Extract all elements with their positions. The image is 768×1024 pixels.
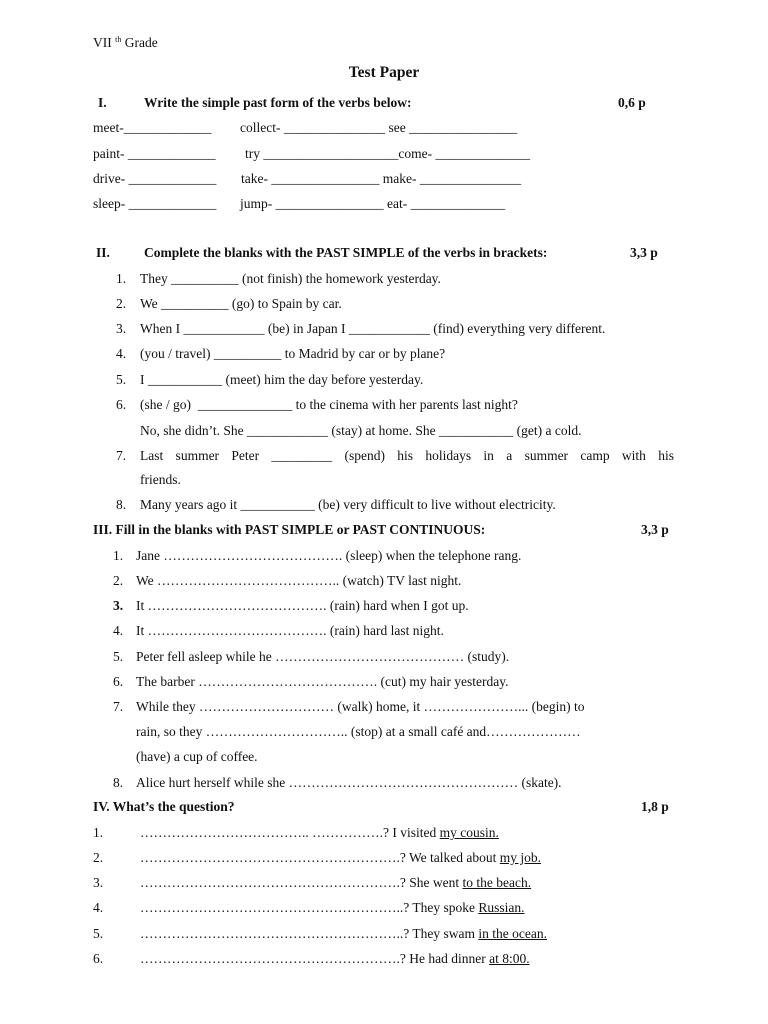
s3-item-number: 3.: [113, 598, 124, 613]
s2-number: II.: [96, 245, 110, 260]
s3-item-text: It …………………………………. (rain) hard last night.: [136, 623, 444, 638]
s4-item-text: [140, 926, 547, 942]
s4-item-underlined: at 8:00.: [489, 951, 530, 966]
s3-item-number: 8.: [113, 775, 124, 790]
s3-item-text: (have) a cup of coffee.: [136, 749, 258, 764]
s2-item-number: 4.: [116, 346, 127, 361]
s4-item-text: [140, 951, 530, 967]
s4-item-underlined: my cousin.: [439, 825, 499, 840]
s2-item-text: (you / travel) __________ to Madrid by car or by plane?: [140, 346, 446, 361]
s2-item-number: 5.: [116, 372, 127, 387]
s2-item-number: 6.: [116, 397, 127, 412]
grade-prefix: VII: [93, 35, 112, 50]
s1-row-2-b: try ____________________come- ______________: [245, 146, 530, 161]
s4-item-prompt: …………………………………………………..? They spoke: [140, 900, 479, 915]
s4-item-number: 2.: [93, 850, 104, 865]
s1-row-3-a: drive- _____________: [93, 171, 217, 186]
s2-item-text: We __________ (go) to Spain by car.: [140, 296, 342, 311]
s3-item-number: 1.: [113, 548, 124, 563]
s2-points: 3,3 p: [630, 245, 658, 260]
s2-item-number: 1.: [116, 271, 127, 286]
s4-item-number: 6.: [93, 951, 104, 966]
s4-item-underlined: my job.: [499, 850, 542, 865]
s2-item-text: No, she didn’t. She ____________ (stay) at home. She ___________ (get) a cold.: [140, 423, 582, 438]
s2-item-text: When I ____________ (be) in Japan I ____________ (find) everything very different.: [140, 321, 606, 336]
s1-heading: Write the simple past form of the verbs below:: [144, 95, 412, 110]
s4-item-text: [140, 900, 525, 916]
s1-row-3-b: take- ________________ make- _______________: [241, 171, 522, 186]
s2-item-number: 7.: [116, 448, 127, 463]
s1-row-2-a: paint- _____________: [93, 146, 216, 161]
s2-item-text: friends.: [140, 472, 181, 487]
s4-item-underlined: Russian.: [478, 900, 525, 915]
s2-item-text: I ___________ (meet) him the day before yesterday.: [140, 372, 424, 387]
s3-item-text: rain, so they ………………………….. (stop) at a small café and…………………: [136, 724, 581, 739]
s1-row-1-b: collect- _______________ see ________________: [240, 120, 518, 135]
s3-item-text: The barber …………………………………. (cut) my hair yesterday.: [136, 674, 509, 689]
s4-item-prompt: ………………………………………………….? She went: [140, 875, 463, 890]
grade-sup: th: [115, 35, 122, 44]
s4-item-prompt: ………………………………………………….? He had dinner: [140, 951, 490, 966]
s4-item-underlined: in the ocean.: [478, 926, 547, 941]
page-title: Test Paper: [348, 64, 420, 81]
s3-item-text: While they ………………………… (walk) home, it …………………... (begin) to: [136, 699, 585, 714]
s4-item-underlined: to the beach.: [462, 875, 532, 890]
s2-heading: Complete the blanks with the PAST SIMPLE of the verbs in brackets:: [144, 245, 548, 260]
s4-item-number: 3.: [93, 875, 104, 890]
s4-item-prompt: …………………………………………………..? They swam: [140, 926, 479, 941]
s2-item-number: 2.: [116, 296, 127, 311]
s3-item-number: 2.: [113, 573, 124, 588]
s2-item-number: 3.: [116, 321, 127, 336]
grade-suffix: Grade: [124, 35, 158, 50]
s3-item-number: 6.: [113, 674, 124, 689]
s3-points: 3,3 p: [641, 522, 669, 537]
s1-row-1-a: meet-_____________: [93, 120, 212, 135]
s1-number: I.: [98, 95, 107, 110]
s3-item-text: We ………………………………….. (watch) TV last night.: [136, 573, 462, 588]
s3-item-text: It …………………………………. (rain) hard when I got up.: [136, 598, 469, 613]
s2-item-text: (she / go) ______________ to the cinema with her parents last night?: [140, 397, 518, 412]
s2-item-text: Last summer Peter _________ (spend) his holidays in a summer camp with his: [140, 448, 674, 463]
s2-item-number: 8.: [116, 497, 127, 512]
s1-row-4-a: sleep- _____________: [93, 196, 217, 211]
s3-item-number: 5.: [113, 649, 124, 664]
s3-item-number: 7.: [113, 699, 124, 714]
s4-item-number: 1.: [93, 825, 104, 840]
grade-label: [93, 35, 158, 51]
s1-row-4-b: jump- ________________ eat- ______________: [240, 196, 506, 211]
s4-points: 1,8 p: [641, 799, 669, 814]
s4-item-text: [140, 875, 531, 891]
s1-points: 0,6 p: [618, 95, 646, 110]
s3-item-text: Alice hurt herself while she …………………………………………… (skate).: [136, 775, 562, 790]
s3-item-number: 4.: [113, 623, 124, 638]
s4-item-text: [140, 825, 499, 841]
s3-item-text: Jane …………………………………. (sleep) when the telephone rang.: [136, 548, 522, 563]
s2-item-text: They __________ (not finish) the homework yesterday.: [140, 271, 441, 286]
s4-item-number: 4.: [93, 900, 104, 915]
s4-item-prompt: ………………………………………………….? We talked about: [140, 850, 500, 865]
s3-item-text: Peter fell asleep while he …………………………………… (study).: [136, 649, 510, 664]
s4-item-text: [140, 850, 541, 866]
s4-heading: IV. What’s the question?: [93, 799, 235, 814]
s3-heading: III. Fill in the blanks with PAST SIMPLE or PAST CONTINUOUS:: [93, 522, 486, 537]
s4-item-number: 5.: [93, 926, 104, 941]
s4-item-prompt: ……………………………….. …………….? I visited: [140, 825, 440, 840]
s2-item-text: Many years ago it ___________ (be) very difficult to live without electricity.: [140, 497, 556, 512]
